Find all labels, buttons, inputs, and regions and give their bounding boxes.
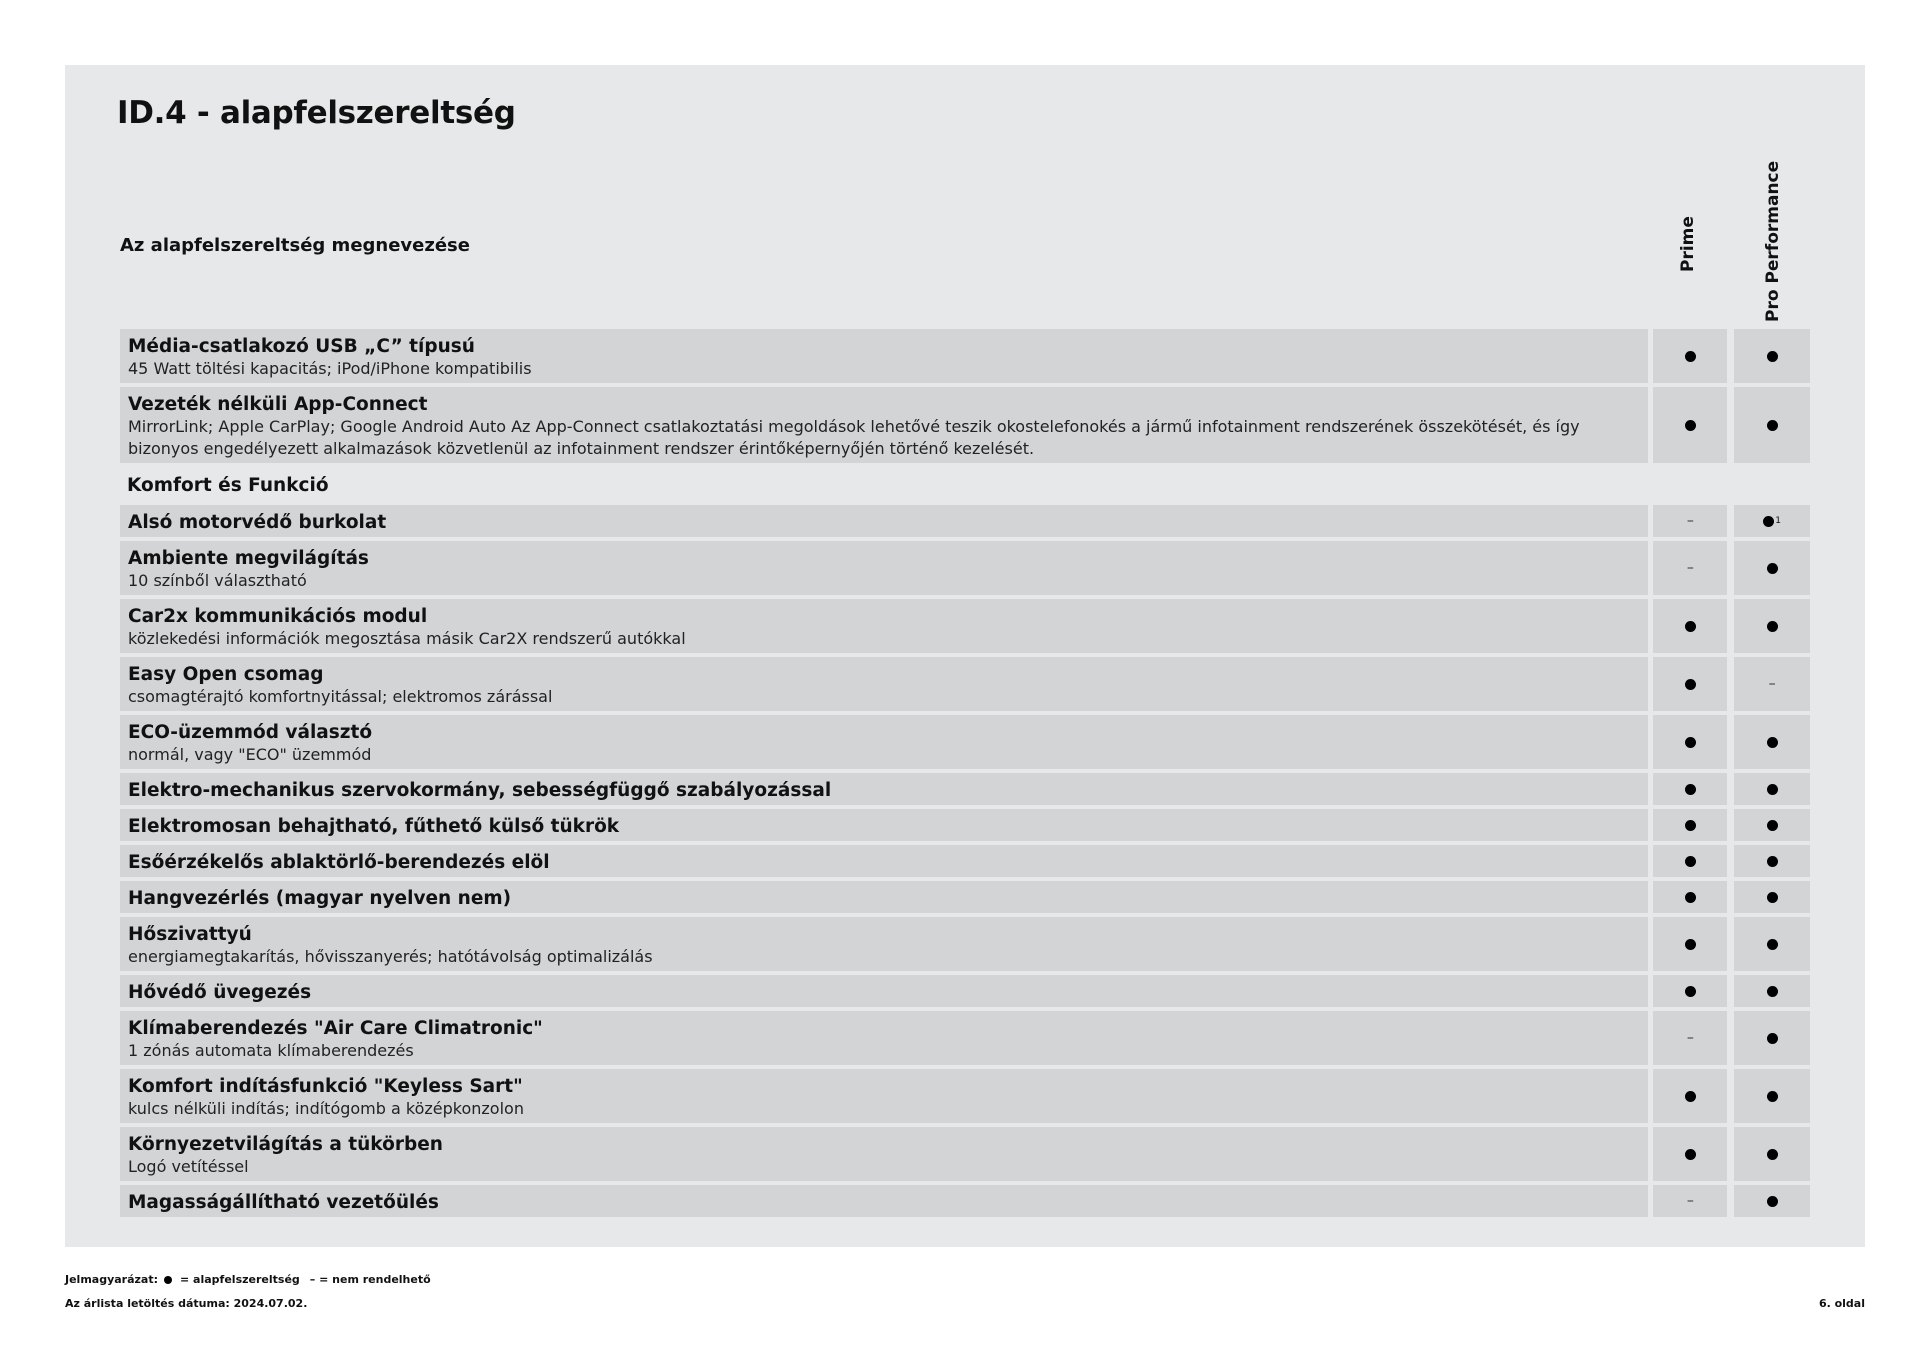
- standard-bullet-icon: [1767, 856, 1778, 867]
- row-title: Elektromosan behajtható, fűthető külső tükrök: [128, 816, 620, 837]
- standard-bullet-icon: [1767, 1196, 1778, 1207]
- row-title: Easy Open csomag: [128, 664, 324, 685]
- standard-bullet-icon: [1767, 1149, 1778, 1160]
- table-row: [120, 809, 1810, 841]
- table-row: [120, 541, 1810, 595]
- row-name-cell: [120, 975, 1648, 1007]
- standard-bullet-icon: [1767, 1091, 1778, 1102]
- standard-bullet-icon: [1685, 621, 1696, 632]
- standard-bullet-icon: [1767, 784, 1778, 795]
- pro-availability-cell: [1734, 809, 1810, 841]
- standard-bullet-icon: [1685, 892, 1696, 903]
- pro-availability-cell: [1734, 715, 1810, 769]
- bullet-icon: [164, 1276, 172, 1284]
- standard-bullet-icon: [1685, 1149, 1696, 1160]
- row-name-cell: [120, 917, 1648, 971]
- row-title: Magasságállítható vezetőülés: [128, 1192, 439, 1213]
- table-row: [120, 387, 1810, 463]
- page-title: ID.4 - alapfelszereltség: [117, 95, 516, 131]
- not-available-dash-icon: –: [1686, 560, 1694, 576]
- row-name-cell: [120, 1069, 1648, 1123]
- standard-bullet-icon: [1685, 820, 1696, 831]
- legend: [65, 1273, 431, 1286]
- prime-availability-cell: [1653, 809, 1727, 841]
- row-title: Média-csatlakozó USB „C” típusú: [128, 336, 475, 357]
- table-row: [120, 1069, 1810, 1123]
- pro-availability-cell: [1734, 505, 1810, 537]
- prime-availability-cell: [1653, 845, 1727, 877]
- standard-bullet-icon: [1767, 820, 1778, 831]
- pro-availability-cell: [1734, 917, 1810, 971]
- row-description: közlekedési információk megosztása másik Car2X rendszerű autókkal: [128, 629, 686, 648]
- row-name-cell: [120, 657, 1648, 711]
- legend-dash-text: – = nem rendelhető: [309, 1273, 431, 1286]
- row-name-cell: [120, 1185, 1648, 1217]
- pro-availability-cell: [1734, 1185, 1810, 1217]
- section-heading-komfort: Komfort és Funkció: [127, 474, 329, 496]
- table-row: [120, 1185, 1810, 1217]
- table-row: [120, 881, 1810, 913]
- standard-bullet-icon: [1767, 1033, 1778, 1044]
- standard-bullet-icon: [1767, 737, 1778, 748]
- row-name-cell: [120, 541, 1648, 595]
- standard-bullet-icon: [1685, 1091, 1696, 1102]
- komfort-rows: [120, 505, 1810, 1217]
- table-row: [120, 599, 1810, 653]
- row-title: Környezetvilágítás a tükörben: [128, 1134, 443, 1155]
- standard-bullet-icon: [1767, 351, 1778, 362]
- row-description: kulcs nélküli indítás; indítógomb a középkonzolon: [128, 1099, 524, 1118]
- legend-label: Jelmagyarázat:: [65, 1273, 159, 1286]
- prime-availability-cell: [1653, 387, 1727, 463]
- pro-availability-cell: [1734, 1011, 1810, 1065]
- prime-availability-cell: [1653, 1069, 1727, 1123]
- prime-availability-cell: [1653, 1011, 1727, 1065]
- standard-bullet-icon: [1685, 679, 1696, 690]
- row-title: Hangvezérlés (magyar nyelven nem): [128, 888, 512, 909]
- prime-availability-cell: [1653, 881, 1727, 913]
- row-name-cell: [120, 809, 1648, 841]
- download-date: Az árlista letöltés dátuma: 2024.07.02.: [65, 1297, 308, 1310]
- page-number: 6. oldal: [1818, 1297, 1865, 1310]
- row-name-cell: [120, 715, 1648, 769]
- row-name-cell: [120, 845, 1648, 877]
- pro-availability-cell: [1734, 387, 1810, 463]
- table-row: [120, 657, 1810, 711]
- row-title: Komfort indításfunkció "Keyless Sart": [128, 1076, 523, 1097]
- equipment-panel: [65, 65, 1865, 1247]
- row-description: normál, vagy "ECO" üzemmód: [128, 745, 372, 764]
- row-name-cell: [120, 329, 1648, 383]
- table-row: [120, 1011, 1810, 1065]
- not-available-dash-icon: –: [1686, 1030, 1694, 1046]
- prime-availability-cell: [1653, 917, 1727, 971]
- pro-performance-column-header: Pro Performance: [1763, 160, 1783, 322]
- pro-availability-cell: [1734, 657, 1810, 711]
- table-row: [120, 715, 1810, 769]
- equipment-table: [120, 329, 1810, 1221]
- standard-bullet-icon: [1685, 784, 1696, 795]
- row-title: Car2x kommunikációs modul: [128, 606, 428, 627]
- row-name-cell: [120, 505, 1648, 537]
- standard-bullet-icon: [1685, 939, 1696, 950]
- pro-availability-cell: [1734, 773, 1810, 805]
- row-title: Hőszivattyú: [128, 924, 252, 945]
- row-description: energiamegtakarítás, hővisszanyerés; hatótávolság optimalizálás: [128, 947, 653, 966]
- prime-column-header: Prime: [1678, 216, 1698, 272]
- standard-bullet-icon: [1685, 986, 1696, 997]
- standard-bullet-icon: [1767, 420, 1778, 431]
- table-row: [120, 329, 1810, 383]
- pro-availability-cell: [1734, 975, 1810, 1007]
- prime-availability-cell: [1653, 657, 1727, 711]
- table-row: [120, 975, 1810, 1007]
- table-row: [120, 1127, 1810, 1181]
- row-title: Hővédő üvegezés: [128, 982, 312, 1003]
- standard-bullet-icon: [1685, 420, 1696, 431]
- row-title: Vezeték nélküli App-Connect: [128, 394, 428, 415]
- standard-bullet-icon: [1767, 939, 1778, 950]
- row-description: 10 színből választható: [128, 571, 307, 590]
- prime-availability-cell: [1653, 599, 1727, 653]
- standard-bullet-icon: [1767, 563, 1778, 574]
- standard-bullet-icon: [1763, 516, 1774, 527]
- pro-availability-cell: [1734, 1069, 1810, 1123]
- standard-bullet-icon: [1685, 351, 1696, 362]
- media-rows: [120, 329, 1810, 463]
- row-title: Alsó motorvédő burkolat: [128, 512, 387, 533]
- standard-bullet-icon: [1767, 621, 1778, 632]
- standard-bullet-icon: [1685, 856, 1696, 867]
- pro-availability-cell: [1734, 599, 1810, 653]
- row-description: 45 Watt töltési kapacitás; iPod/iPhone kompatibilis: [128, 359, 532, 378]
- pro-availability-cell: [1734, 329, 1810, 383]
- not-available-dash-icon: –: [1686, 1193, 1694, 1209]
- row-title: Elektro-mechanikus szervokormány, sebességfüggő szabályozással: [128, 780, 832, 801]
- row-name-cell: [120, 387, 1648, 463]
- row-description: csomagtérajtó komfortnyitással; elektromos zárással: [128, 687, 553, 706]
- pro-availability-cell: [1734, 845, 1810, 877]
- prime-availability-cell: [1653, 715, 1727, 769]
- row-title: Klímaberendezés "Air Care Climatronic": [128, 1018, 543, 1039]
- prime-availability-cell: [1653, 975, 1727, 1007]
- prime-availability-cell: [1653, 1127, 1727, 1181]
- table-row: [120, 773, 1810, 805]
- row-name-cell: [120, 1011, 1648, 1065]
- not-available-dash-icon: –: [1768, 676, 1776, 692]
- row-description: 1 zónás automata klímaberendezés: [128, 1041, 414, 1060]
- name-column-header: Az alapfelszereltség megnevezése: [120, 235, 470, 256]
- standard-bullet-icon: [1685, 737, 1696, 748]
- prime-availability-cell: [1653, 505, 1727, 537]
- pro-availability-cell: [1734, 541, 1810, 595]
- prime-availability-cell: [1653, 1185, 1727, 1217]
- row-title: Ambiente megvilágítás: [128, 548, 369, 569]
- pro-availability-cell: [1734, 881, 1810, 913]
- legend-dot-text: = alapfelszereltség: [180, 1273, 300, 1286]
- table-row: [120, 845, 1810, 877]
- row-name-cell: [120, 881, 1648, 913]
- prime-availability-cell: [1653, 541, 1727, 595]
- table-row: [120, 505, 1810, 537]
- row-name-cell: [120, 773, 1648, 805]
- standard-bullet-icon: [1767, 892, 1778, 903]
- table-row: [120, 917, 1810, 971]
- footnote-marker: 1: [1775, 516, 1781, 526]
- prime-availability-cell: [1653, 773, 1727, 805]
- prime-availability-cell: [1653, 329, 1727, 383]
- not-available-dash-icon: –: [1686, 513, 1694, 529]
- row-title: Esőérzékelős ablaktörlő-berendezés elöl: [128, 852, 550, 873]
- standard-bullet-icon: [1767, 986, 1778, 997]
- row-name-cell: [120, 1127, 1648, 1181]
- row-description: MirrorLink; Apple CarPlay; Google Android Auto Az App-Connect csatlakoztatási megoldások lehetővé teszik okostelefonokés a jármű infotainment rendszerének összekötését, és így bizonyos engedélyezett alkalmazások közvetlenül az infotainment rendszer érintőképernyőjén történő kezelését.: [128, 417, 1580, 458]
- row-title: ECO-üzemmód választó: [128, 722, 373, 743]
- pro-availability-cell: [1734, 1127, 1810, 1181]
- row-description: Logó vetítéssel: [128, 1157, 249, 1176]
- row-name-cell: [120, 599, 1648, 653]
